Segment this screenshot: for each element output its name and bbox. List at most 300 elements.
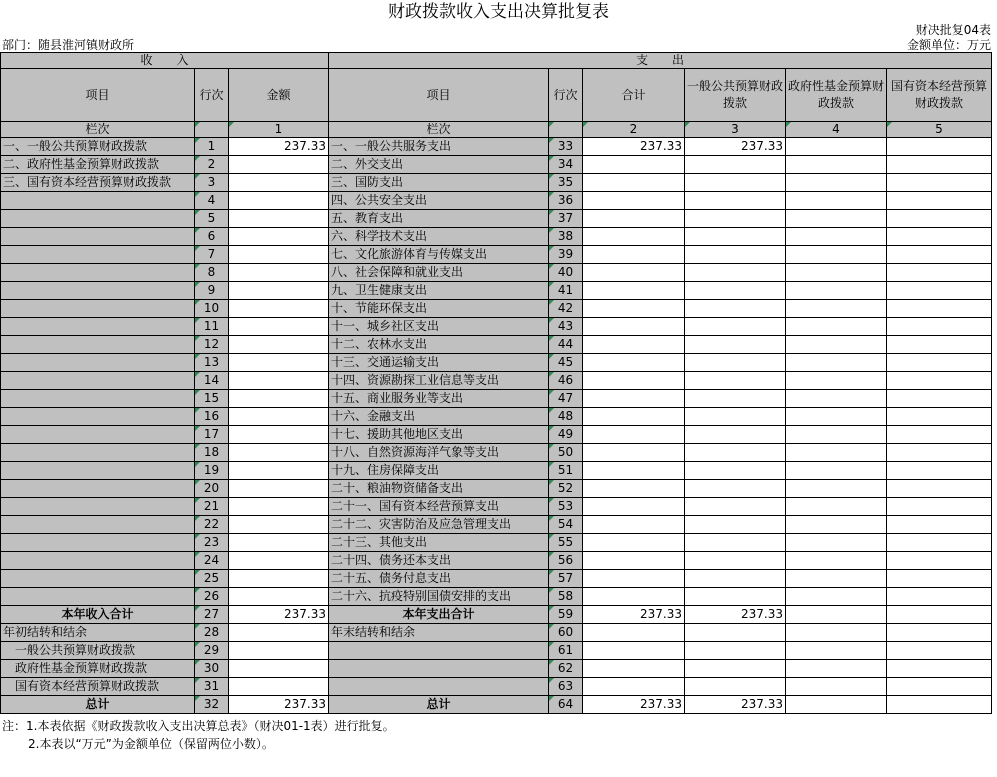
income-rowno-cell: 16 bbox=[195, 408, 229, 426]
income-amount-header: 金额 bbox=[229, 69, 329, 122]
expense-item-cell: 十二、农林水支出 bbox=[329, 336, 549, 354]
income-item-cell bbox=[1, 426, 195, 444]
expense-total-cell bbox=[583, 444, 685, 462]
state-capital-cell bbox=[887, 174, 992, 192]
income-amount-cell bbox=[229, 192, 329, 210]
expense-item-cell: 十八、自然资源海洋气象等支出 bbox=[329, 444, 549, 462]
table-row bbox=[1, 570, 992, 588]
income-rowno-cell: 21 bbox=[195, 498, 229, 516]
grand-total-expense-amount: 237.33 bbox=[583, 696, 685, 714]
income-amount-cell bbox=[229, 552, 329, 570]
general-budget-cell bbox=[685, 570, 786, 588]
table-row bbox=[1, 534, 992, 552]
state-capital-cell bbox=[887, 516, 992, 534]
expense-item-cell: 三、国防支出 bbox=[329, 174, 549, 192]
col-num-5: 5 bbox=[887, 122, 992, 138]
income-rowno-cell: 13 bbox=[195, 354, 229, 372]
expense-total-cell bbox=[583, 588, 685, 606]
income-item-cell bbox=[1, 300, 195, 318]
income-item-cell bbox=[1, 534, 195, 552]
expense-item-cell: 二十五、债务付息支出 bbox=[329, 570, 549, 588]
expense-rowno-cell: 62 bbox=[549, 660, 583, 678]
expense-item-cell: 二十一、国有资本经营预算支出 bbox=[329, 498, 549, 516]
table-row bbox=[1, 696, 992, 714]
income-amount-cell bbox=[229, 372, 329, 390]
general-budget-cell bbox=[685, 642, 786, 660]
table-row bbox=[1, 354, 992, 372]
general-budget-cell bbox=[685, 246, 786, 264]
income-item-cell bbox=[1, 264, 195, 282]
income-rowno-cell: 18 bbox=[195, 444, 229, 462]
expense-total-cell bbox=[583, 354, 685, 372]
income-item-cell bbox=[1, 516, 195, 534]
general-budget-cell bbox=[685, 516, 786, 534]
income-amount-cell bbox=[229, 516, 329, 534]
gov-fund-header: 政府性基金预算财政拨款 bbox=[786, 69, 887, 122]
state-capital-cell bbox=[887, 138, 992, 156]
income-item-cell bbox=[1, 246, 195, 264]
income-rowno-cell: 4 bbox=[195, 192, 229, 210]
expense-item-cell: 十四、资源勘探工业信息等支出 bbox=[329, 372, 549, 390]
table-row bbox=[1, 336, 992, 354]
expense-item-header: 项目 bbox=[329, 69, 549, 122]
expense-total-cell bbox=[583, 408, 685, 426]
state-capital-cell bbox=[887, 552, 992, 570]
expense-rowno-cell: 33 bbox=[549, 138, 583, 156]
table-row bbox=[1, 606, 992, 624]
expense-total-cell bbox=[583, 390, 685, 408]
general-budget-cell bbox=[685, 192, 786, 210]
general-budget-cell bbox=[685, 300, 786, 318]
expense-rowno-cell: 35 bbox=[549, 174, 583, 192]
gov-fund-cell bbox=[786, 372, 887, 390]
income-amount-cell bbox=[229, 318, 329, 336]
year-expense-total-label: 本年支出合计 bbox=[329, 606, 549, 624]
income-rowno-cell: 30 bbox=[195, 660, 229, 678]
expense-rowno-cell: 49 bbox=[549, 426, 583, 444]
income-item-cell bbox=[1, 318, 195, 336]
income-amount-cell bbox=[229, 678, 329, 696]
carry-in-item-cell: 年初结转和结余 bbox=[1, 624, 195, 642]
gov-fund-cell bbox=[786, 264, 887, 282]
expense-item-cell: 二十四、债务还本支出 bbox=[329, 552, 549, 570]
department-label: 部门：随县淮河镇财政所 bbox=[2, 38, 135, 52]
income-amount-cell bbox=[229, 480, 329, 498]
expense-rowno-cell: 41 bbox=[549, 282, 583, 300]
expense-item-cell: 二、外交支出 bbox=[329, 156, 549, 174]
income-item-cell: 三、国有资本经营预算财政拨款 bbox=[1, 174, 195, 192]
carry-in-item-cell: 国有资本经营预算财政拨款 bbox=[1, 678, 195, 696]
gov-fund-cell bbox=[786, 624, 887, 642]
gov-fund-cell bbox=[786, 192, 887, 210]
gov-fund-cell bbox=[786, 552, 887, 570]
income-rowno-cell: 14 bbox=[195, 372, 229, 390]
state-capital-cell bbox=[887, 570, 992, 588]
gov-fund-cell bbox=[786, 660, 887, 678]
expense-total-cell bbox=[583, 192, 685, 210]
expense-rowno-cell: 59 bbox=[549, 606, 583, 624]
general-budget-cell bbox=[685, 462, 786, 480]
gov-fund-cell bbox=[786, 228, 887, 246]
expense-total-cell bbox=[583, 642, 685, 660]
expense-section-header: 支 出 bbox=[329, 53, 992, 69]
page-title: 财政拨款收入支出决算批复表 bbox=[388, 2, 609, 22]
table-row bbox=[1, 282, 992, 300]
expense-rowno-cell: 48 bbox=[549, 408, 583, 426]
expense-item-cell: 一、一般公共服务支出 bbox=[329, 138, 549, 156]
col-label-blank bbox=[549, 122, 583, 138]
expense-rowno-cell: 52 bbox=[549, 480, 583, 498]
income-item-cell bbox=[1, 552, 195, 570]
table-row bbox=[1, 174, 992, 192]
income-item-cell bbox=[1, 336, 195, 354]
general-budget-cell bbox=[685, 534, 786, 552]
expense-total-header: 合计 bbox=[583, 69, 685, 122]
table-row bbox=[1, 390, 992, 408]
income-amount-cell bbox=[229, 570, 329, 588]
state-capital-cell bbox=[887, 156, 992, 174]
income-rowno-cell: 19 bbox=[195, 462, 229, 480]
expense-item-cell: 七、文化旅游体育与传媒支出 bbox=[329, 246, 549, 264]
expense-total-cell bbox=[583, 480, 685, 498]
expense-total-cell bbox=[583, 498, 685, 516]
income-amount-cell bbox=[229, 228, 329, 246]
expense-item-cell: 二十三、其他支出 bbox=[329, 534, 549, 552]
income-rowno-cell: 23 bbox=[195, 534, 229, 552]
expense-rowno-cell: 40 bbox=[549, 264, 583, 282]
state-capital-cell bbox=[887, 624, 992, 642]
income-rowno-cell: 7 bbox=[195, 246, 229, 264]
expense-rowno-cell: 54 bbox=[549, 516, 583, 534]
grand-total-income-label: 总计 bbox=[1, 696, 195, 714]
income-amount-cell bbox=[229, 156, 329, 174]
table-row bbox=[1, 300, 992, 318]
income-item-cell bbox=[1, 462, 195, 480]
income-rowno-cell: 22 bbox=[195, 516, 229, 534]
gov-fund-cell bbox=[786, 408, 887, 426]
income-rowno-cell: 27 bbox=[195, 606, 229, 624]
expense-rowno-cell: 57 bbox=[549, 570, 583, 588]
expense-rowno-cell: 47 bbox=[549, 390, 583, 408]
gov-fund-cell bbox=[786, 696, 887, 714]
income-item-cell bbox=[1, 210, 195, 228]
income-amount-cell bbox=[229, 426, 329, 444]
general-budget-cell bbox=[685, 408, 786, 426]
expense-total-cell bbox=[583, 462, 685, 480]
income-item-cell: 二、政府性基金预算财政拨款 bbox=[1, 156, 195, 174]
general-budget-cell bbox=[685, 282, 786, 300]
expense-rowno-cell: 38 bbox=[549, 228, 583, 246]
form-code: 财决批复04表 bbox=[915, 23, 991, 37]
income-amount-cell bbox=[229, 282, 329, 300]
income-rowno-cell: 28 bbox=[195, 624, 229, 642]
income-item-cell bbox=[1, 588, 195, 606]
state-capital-cell bbox=[887, 444, 992, 462]
income-item-cell bbox=[1, 498, 195, 516]
expense-total-cell bbox=[583, 678, 685, 696]
expense-rowno-cell: 39 bbox=[549, 246, 583, 264]
gov-fund-cell bbox=[786, 138, 887, 156]
gov-fund-cell bbox=[786, 462, 887, 480]
state-capital-cell bbox=[887, 264, 992, 282]
gov-fund-cell bbox=[786, 588, 887, 606]
state-capital-cell bbox=[887, 462, 992, 480]
expense-total-cell bbox=[583, 210, 685, 228]
table-row bbox=[1, 426, 992, 444]
expense-total-cell bbox=[583, 426, 685, 444]
table-row bbox=[1, 516, 992, 534]
gov-fund-cell bbox=[786, 516, 887, 534]
state-capital-cell bbox=[887, 408, 992, 426]
table-row bbox=[1, 210, 992, 228]
expense-item-cell: 六、科学技术支出 bbox=[329, 228, 549, 246]
general-budget-cell bbox=[685, 264, 786, 282]
general-budget-cell bbox=[685, 588, 786, 606]
approval-table bbox=[0, 52, 992, 714]
general-budget-cell bbox=[685, 426, 786, 444]
expense-rowno-cell: 45 bbox=[549, 354, 583, 372]
income-amount-cell bbox=[229, 660, 329, 678]
income-item-cell bbox=[1, 372, 195, 390]
gov-fund-cell bbox=[786, 174, 887, 192]
general-budget-header: 一般公共预算财政拨款 bbox=[685, 69, 786, 122]
carry-ex-item-cell bbox=[329, 642, 549, 660]
state-capital-cell bbox=[887, 354, 992, 372]
general-budget-cell bbox=[685, 372, 786, 390]
income-item-header: 项目 bbox=[1, 69, 195, 122]
expense-item-cell: 二十、粮油物资储备支出 bbox=[329, 480, 549, 498]
income-rowno-cell: 31 bbox=[195, 678, 229, 696]
expense-total-cell bbox=[583, 282, 685, 300]
table-row bbox=[1, 642, 992, 660]
expense-total-cell bbox=[583, 318, 685, 336]
expense-rowno-cell: 44 bbox=[549, 336, 583, 354]
general-budget-cell bbox=[685, 390, 786, 408]
income-rowno-cell: 10 bbox=[195, 300, 229, 318]
general-budget-cell bbox=[685, 228, 786, 246]
general-budget-cell bbox=[685, 336, 786, 354]
expense-total-cell bbox=[583, 228, 685, 246]
expense-total-cell bbox=[583, 264, 685, 282]
gov-fund-cell bbox=[786, 318, 887, 336]
expense-total-cell bbox=[583, 534, 685, 552]
carry-ex-item-cell: 年末结转和结余 bbox=[329, 624, 549, 642]
income-amount-cell bbox=[229, 444, 329, 462]
expense-item-cell: 二十二、灾害防治及应急管理支出 bbox=[329, 516, 549, 534]
expense-total-cell bbox=[583, 174, 685, 192]
carry-in-item-cell: 一般公共预算财政拨款 bbox=[1, 642, 195, 660]
income-amount-cell bbox=[229, 264, 329, 282]
expense-rowno-cell: 58 bbox=[549, 588, 583, 606]
income-rowno-cell: 2 bbox=[195, 156, 229, 174]
income-amount-cell bbox=[229, 390, 329, 408]
col-label: 栏次 bbox=[329, 122, 549, 138]
expense-rowno-cell: 42 bbox=[549, 300, 583, 318]
year-general-budget-amount: 237.33 bbox=[685, 606, 786, 624]
income-amount-cell bbox=[229, 462, 329, 480]
table-row bbox=[1, 498, 992, 516]
table-row bbox=[1, 264, 992, 282]
col-num-1: 1 bbox=[229, 122, 329, 138]
income-rowno-cell: 24 bbox=[195, 552, 229, 570]
general-budget-cell bbox=[685, 480, 786, 498]
year-income-total-amount: 237.33 bbox=[229, 606, 329, 624]
table-row bbox=[1, 480, 992, 498]
income-item-cell bbox=[1, 282, 195, 300]
state-capital-cell bbox=[887, 228, 992, 246]
gov-fund-cell bbox=[786, 570, 887, 588]
table-row bbox=[1, 228, 992, 246]
col-num-4: 4 bbox=[786, 122, 887, 138]
income-amount-cell: 237.33 bbox=[229, 138, 329, 156]
income-amount-cell bbox=[229, 624, 329, 642]
state-capital-cell bbox=[887, 696, 992, 714]
expense-item-cell: 十六、金融支出 bbox=[329, 408, 549, 426]
gov-fund-cell bbox=[786, 300, 887, 318]
income-rowno-cell: 11 bbox=[195, 318, 229, 336]
expense-item-cell: 二十六、抗疫特别国债安排的支出 bbox=[329, 588, 549, 606]
income-rowno-cell: 6 bbox=[195, 228, 229, 246]
income-rowno-cell: 8 bbox=[195, 264, 229, 282]
expense-total-cell bbox=[583, 372, 685, 390]
state-capital-cell bbox=[887, 192, 992, 210]
col-num-2: 2 bbox=[583, 122, 685, 138]
expense-rowno-cell: 46 bbox=[549, 372, 583, 390]
state-capital-cell bbox=[887, 372, 992, 390]
income-rowno-cell: 9 bbox=[195, 282, 229, 300]
general-budget-cell bbox=[685, 174, 786, 192]
grand-total-income-amount: 237.33 bbox=[229, 696, 329, 714]
expense-total-cell bbox=[583, 300, 685, 318]
gov-fund-cell bbox=[786, 642, 887, 660]
general-budget-cell bbox=[685, 552, 786, 570]
col-label-blank bbox=[195, 122, 229, 138]
expense-item-cell: 十三、交通运输支出 bbox=[329, 354, 549, 372]
expense-rowno-cell: 64 bbox=[549, 696, 583, 714]
year-income-total-label: 本年收入合计 bbox=[1, 606, 195, 624]
expense-total-cell bbox=[583, 516, 685, 534]
income-item-cell bbox=[1, 390, 195, 408]
gov-fund-cell bbox=[786, 678, 887, 696]
expense-rowno-header: 行次 bbox=[549, 69, 583, 122]
table-row bbox=[1, 588, 992, 606]
state-capital-cell bbox=[887, 480, 992, 498]
grand-total-expense-label: 总计 bbox=[329, 696, 549, 714]
table-row bbox=[1, 372, 992, 390]
expense-rowno-cell: 51 bbox=[549, 462, 583, 480]
gov-fund-cell bbox=[786, 534, 887, 552]
table-row bbox=[1, 660, 992, 678]
expense-total-cell bbox=[583, 570, 685, 588]
expense-item-cell: 十、节能环保支出 bbox=[329, 300, 549, 318]
income-amount-cell bbox=[229, 642, 329, 660]
state-capital-cell bbox=[887, 210, 992, 228]
note-2: 2.本表以“万元”为金额单位（保留两位小数）。 bbox=[28, 737, 274, 751]
carry-ex-item-cell bbox=[329, 678, 549, 696]
expense-rowno-cell: 53 bbox=[549, 498, 583, 516]
year-expense-total-amount: 237.33 bbox=[583, 606, 685, 624]
general-budget-cell bbox=[685, 678, 786, 696]
general-budget-cell bbox=[685, 318, 786, 336]
expense-rowno-cell: 56 bbox=[549, 552, 583, 570]
table-row bbox=[1, 156, 992, 174]
expense-total-cell bbox=[583, 624, 685, 642]
income-item-cell bbox=[1, 192, 195, 210]
income-rowno-header: 行次 bbox=[195, 69, 229, 122]
general-budget-cell bbox=[685, 624, 786, 642]
income-rowno-cell: 20 bbox=[195, 480, 229, 498]
income-amount-cell bbox=[229, 534, 329, 552]
gov-fund-cell bbox=[786, 246, 887, 264]
table-row bbox=[1, 246, 992, 264]
table-row bbox=[1, 552, 992, 570]
state-capital-cell bbox=[887, 498, 992, 516]
table-row bbox=[1, 408, 992, 426]
expense-total-cell bbox=[583, 336, 685, 354]
state-capital-cell bbox=[887, 606, 992, 624]
expense-rowno-cell: 61 bbox=[549, 642, 583, 660]
gov-fund-cell bbox=[786, 480, 887, 498]
income-item-cell bbox=[1, 228, 195, 246]
expense-item-cell: 十七、援助其他地区支出 bbox=[329, 426, 549, 444]
gov-fund-cell bbox=[786, 426, 887, 444]
expense-rowno-cell: 36 bbox=[549, 192, 583, 210]
table-row bbox=[1, 462, 992, 480]
income-amount-cell bbox=[229, 408, 329, 426]
general-budget-cell: 237.33 bbox=[685, 138, 786, 156]
gov-fund-cell bbox=[786, 606, 887, 624]
income-amount-cell bbox=[229, 354, 329, 372]
income-amount-cell bbox=[229, 300, 329, 318]
income-section-header: 收 入 bbox=[1, 53, 329, 69]
note-1: 注：1.本表依据《财政拨款收入支出决算总表》（财决01-1表）进行批复。 bbox=[2, 719, 395, 733]
gov-fund-cell bbox=[786, 282, 887, 300]
unit-label: 金额单位：万元 bbox=[906, 38, 991, 52]
gov-fund-cell bbox=[786, 444, 887, 462]
table-row bbox=[1, 192, 992, 210]
expense-rowno-cell: 50 bbox=[549, 444, 583, 462]
income-rowno-cell: 32 bbox=[195, 696, 229, 714]
carry-in-item-cell: 政府性基金预算财政拨款 bbox=[1, 660, 195, 678]
gov-fund-cell bbox=[786, 336, 887, 354]
expense-item-cell: 十五、商业服务业等支出 bbox=[329, 390, 549, 408]
col-num-3: 3 bbox=[685, 122, 786, 138]
income-item-cell bbox=[1, 444, 195, 462]
expense-item-cell: 十一、城乡社区支出 bbox=[329, 318, 549, 336]
col-label: 栏次 bbox=[1, 122, 195, 138]
income-rowno-cell: 29 bbox=[195, 642, 229, 660]
state-capital-cell bbox=[887, 300, 992, 318]
income-item-cell bbox=[1, 354, 195, 372]
income-rowno-cell: 26 bbox=[195, 588, 229, 606]
expense-total-cell: 237.33 bbox=[583, 138, 685, 156]
general-budget-cell bbox=[685, 498, 786, 516]
general-budget-cell bbox=[685, 210, 786, 228]
general-budget-cell bbox=[685, 444, 786, 462]
income-rowno-cell: 12 bbox=[195, 336, 229, 354]
income-amount-cell bbox=[229, 498, 329, 516]
expense-rowno-cell: 43 bbox=[549, 318, 583, 336]
income-amount-cell bbox=[229, 336, 329, 354]
state-capital-cell bbox=[887, 246, 992, 264]
table-row bbox=[1, 678, 992, 696]
state-capital-cell bbox=[887, 534, 992, 552]
expense-rowno-cell: 34 bbox=[549, 156, 583, 174]
table-row bbox=[1, 318, 992, 336]
gov-fund-cell bbox=[786, 354, 887, 372]
state-capital-cell bbox=[887, 660, 992, 678]
gov-fund-cell bbox=[786, 156, 887, 174]
